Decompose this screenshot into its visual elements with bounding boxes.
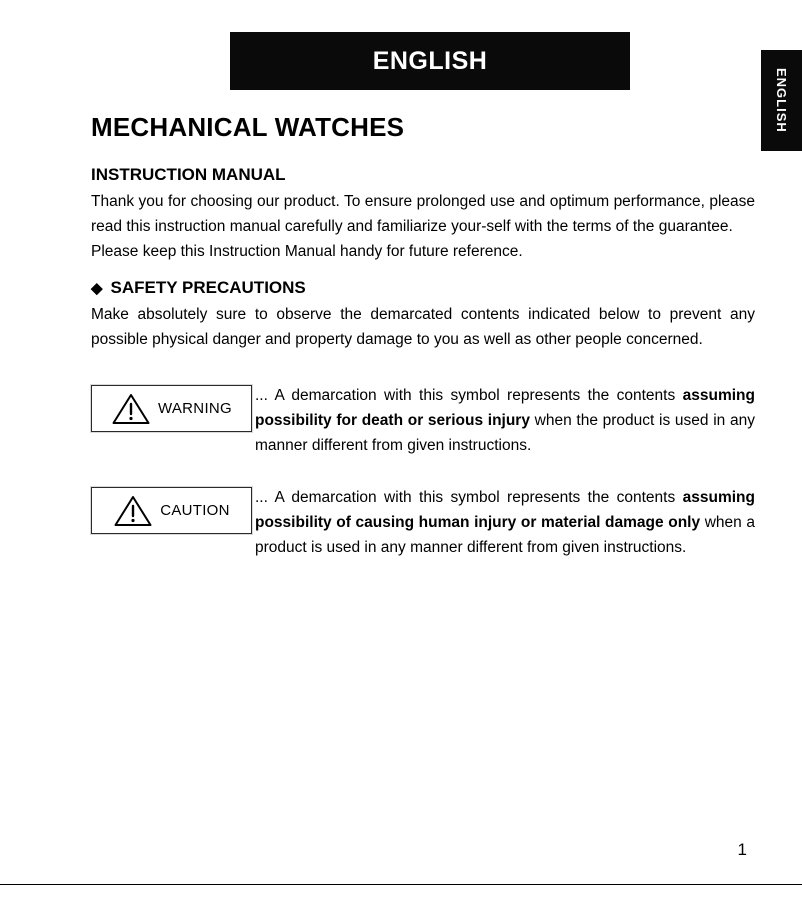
caution-text-bold: assuming possibility of causing human injury or material damage only: [255, 489, 755, 531]
caution-text-prefix: ... A demarcation with this symbol represents the contents: [255, 489, 683, 506]
instruction-manual-heading: INSTRUCTION MANUAL: [91, 165, 286, 184]
english-banner: [230, 32, 630, 90]
caution-triangle-icon: [113, 494, 153, 528]
warning-row: [91, 383, 755, 458]
page-number: 1: [737, 840, 747, 859]
footer-rule: [0, 884, 802, 885]
diamond-bullet-icon: ◆: [91, 280, 103, 297]
page-content: [91, 112, 755, 560]
safety-precautions-heading: [91, 278, 755, 298]
warning-label: WARNING: [157, 400, 233, 417]
caution-box: [91, 487, 252, 534]
side-tab-label: ENGLISH: [774, 68, 789, 133]
banner-title: ENGLISH: [372, 46, 488, 75]
warning-text-bold: assuming possibility for death or serious injury: [255, 387, 755, 429]
caution-row: [91, 485, 755, 560]
safety-heading-label: SAFETY PRECAUTIONS: [110, 278, 306, 297]
caution-text: [255, 485, 755, 560]
language-side-tab: [761, 50, 802, 151]
warning-box: [91, 385, 252, 432]
caution-label: CAUTION: [160, 502, 230, 519]
caution-text-suffix: when a product is used in any manner different from given instructions.: [255, 514, 755, 556]
intro-paragraph: Thank you for choosing our product. To ensure prolonged use and optimum performance, please read this instruction manual carefully and familiarize your-self with the terms of the guarantee.: [91, 193, 755, 235]
warning-text: [255, 383, 755, 458]
safety-paragraph: Make absolutely sure to observe the demarcated contents indicated below to prevent any possible physical danger and property damage to you as well as other people concerned.: [91, 306, 755, 348]
warning-triangle-icon: [111, 392, 151, 426]
warning-text-suffix: when the product is used in any manner different from given instructions.: [255, 412, 755, 454]
keep-manual-paragraph: Please keep this Instruction Manual handy for future reference.: [91, 243, 523, 260]
warning-text-prefix: ... A demarcation with this symbol represents the contents: [255, 387, 683, 404]
page-title: MECHANICAL WATCHES: [91, 112, 405, 142]
